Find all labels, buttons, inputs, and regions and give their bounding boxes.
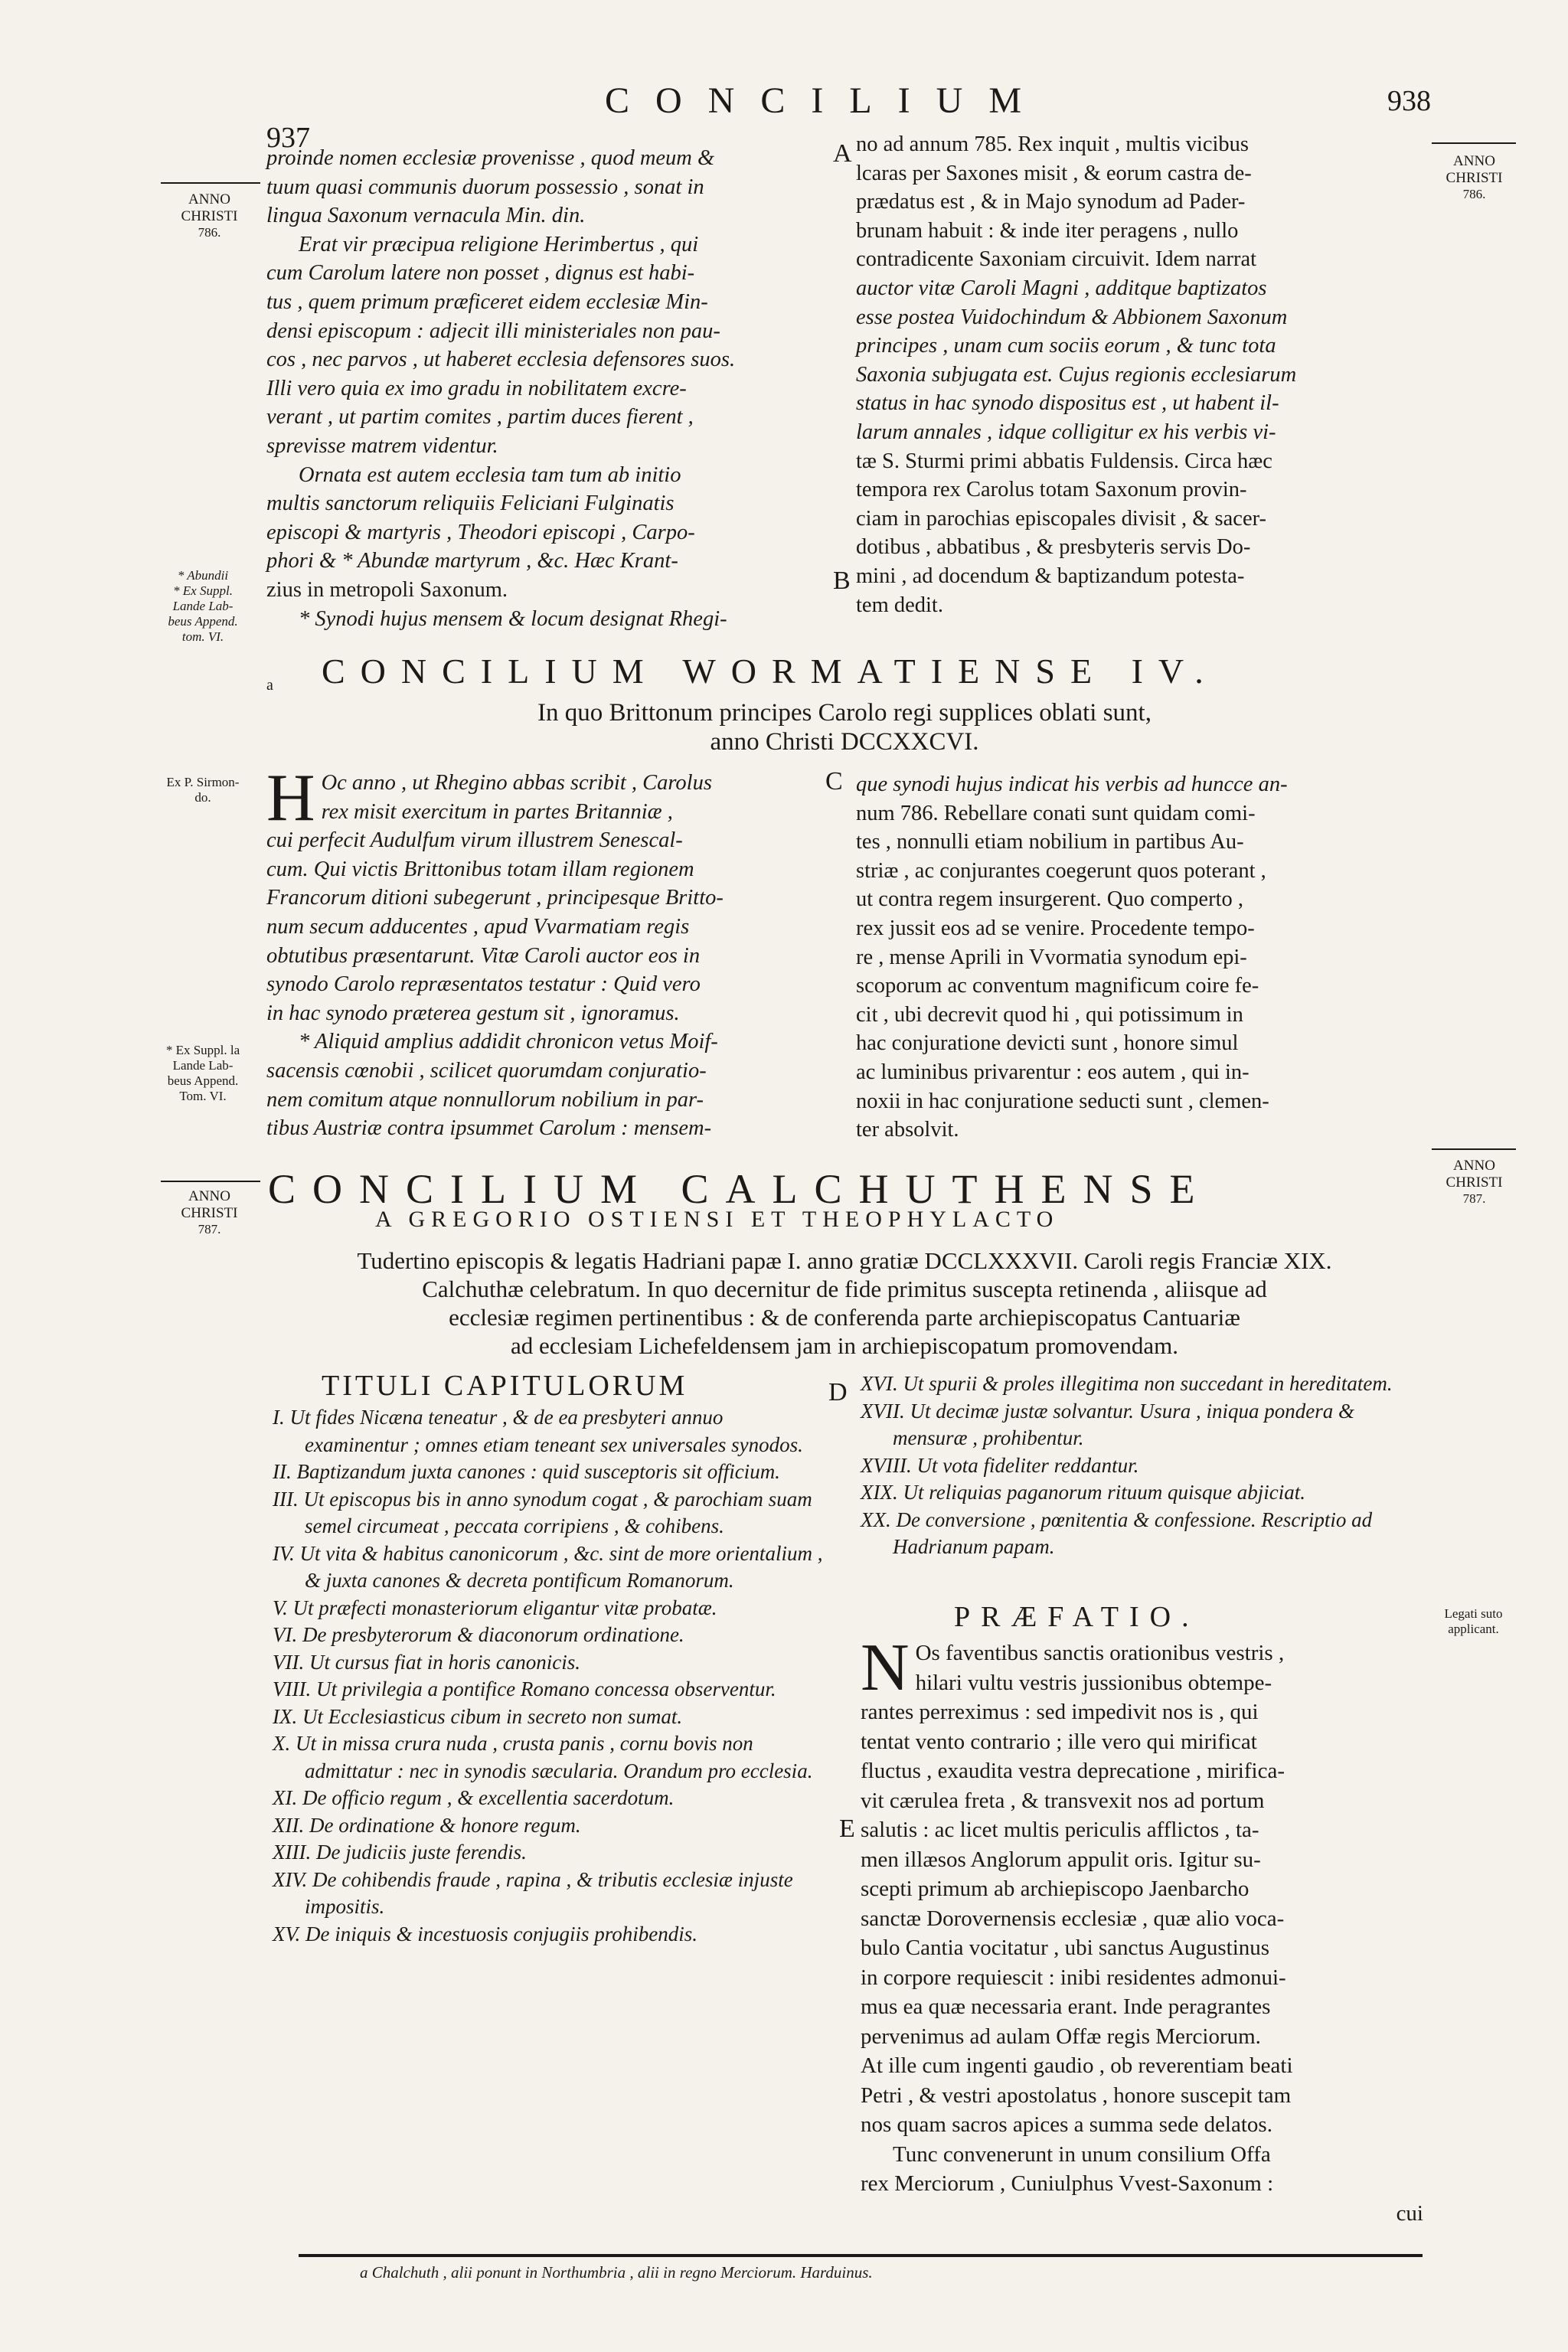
toc-item: I. Ut fides Nicæna teneatur , & de ea presbyteri annuo examinentur ; omnes etiam teneant sex universales synodos. [273,1406,803,1456]
section1-left-column: proinde nomen ecclesiæ provenisse , quod meum & tuum quasi communis duorum possessio , sonat in lingua Saxonum vernacula Min. din. Erat vir præcipua religione Herimbertus , qui cum Carolum latere non posset , dignus est habi- tus , quem primum præficeret eidem ecclesiæ Min- densi episcopum : adjecit illi ministeriales non pau- cos , nec parvos , ut haberet ecclesia defensores suos. Illi vero quia ex imo gradu in nobilitatem excre- verant , ut partim comites , partim duces fierent , sprevisse matrem videntur. Ornata est autem ecclesia tam tum ab initio multis sanctorum reliquiis Feliciani Fulginatis episcopi & martyris , Theodori episcopi , Carpo- phori & * Abundæ martyrum , &c. Hæc Krant- zius in metropoli Saxonum. * Synodi hujus mensem & locum designat Rhegi- [266,146,736,631]
toc-item: XIII. De judiciis juste ferendis. [273,1841,527,1864]
section-letter-e: E [839,1815,855,1843]
margin-rule [1432,142,1516,144]
toc-item: XIV. De cohibendis fraude , rapina , & tributis ecclesiæ injuste impositis. [273,1867,793,1918]
toc-item: X. Ut in missa crura nuda , crusta panis , cornu bovis non admittatur : nec in synodis sæcularia. Orandum pro ecclesia. [273,1732,813,1782]
running-header: CONCILIUM [605,80,1047,121]
toc-item: VI. De presbyterorum & diaconorum ordinatione. [273,1623,684,1646]
margin-year-right-1: ANNO CHRISTI 786. [1446,153,1503,201]
toc-right [861,1370,1423,1561]
toc-title: TITULI CAPITULORUM [322,1370,688,1402]
toc-item: XI. De officio regum , & excellentia sacerdotum. [273,1786,675,1809]
toc-item: III. Ut episcopus bis in anno synodum cogat , & parochiam suam semel circumeat , peccata corripiens , & cohibens. [273,1487,812,1537]
section3-title: CONCILIUM CALCHUTHENSE [268,1166,1212,1212]
toc-item: XV. De iniquis & incestuosis conjugiis prohibendis. [273,1922,697,1945]
margin-note-abundii: * Abundii * Ex Suppl. Lande Lab- beus Append. tom. VI. [168,568,238,644]
toc-item: XVI. Ut spurii & proles illegitima non succedant in hereditatem. [861,1372,1393,1395]
margin-note-suppl: * Ex Suppl. la Lande Lab- beus Append. Tom. VI. [165,1043,240,1103]
margin-year-right-2: ANNO CHRISTI 787. [1446,1158,1503,1206]
toc-left [273,1404,828,1948]
toc-item: IV. Ut vita & habitus canonicorum , &c. sint de more orientalium , & juxta canones & decreta pontificum Romanorum. [273,1541,823,1592]
toc-item: VIII. Ut privilegia a pontifice Romano concessa observentur. [273,1677,776,1700]
toc-item: XVII. Ut decimæ justæ solvantur. Usura , iniqua pondera & mensuræ , prohibentur. [861,1399,1354,1449]
section-letter-a: A [833,139,852,168]
section-letter-b: B [833,567,851,595]
section2-right-column: que synodi hujus indicat his verbis ad huncce an- num 786. Rebellare conati sunt quidam comi- tes , nonnulli etiam nobilium in partibus Au- striæ , ac conjurantes coegerunt quos poterant , ut contra regem insurgerent. Quo comperto , rex jussit eos ad se venire. Procedente tempo- re , mense Aprili in Vvormatia synodum epi- scoporum ac conventum magnificum coire fe- cit , ubi decrevit quod hi , qui potissimum in hac conjuratione devicti sunt , honore simul ac luminibus privarentur : eos autem , qui in- noxii in hac conjuratione seducti sunt , clemen- ter absolvit. [856,773,1288,1142]
margin-rule [161,182,260,184]
toc-item: II. Baptizandum juxta canones : quid susceptoris sit officium. [273,1460,780,1483]
margin-rule [1432,1148,1516,1150]
section2-left-column: H Oc anno , ut Rhegino abbas scribit , Carolus rex misit exercitum in partes Britanniæ , cui perfecit Audulfum virum illustrem Senescal- cum. Qui victis Brittonibus totam illam regionem Francorum ditioni subegerunt , principesque Britto- num secum adducentes , apud Vvarmatiam regis obtutibus præsentarunt. Vitæ Caroli auctor eos in synodo Carolo repræsentatos testatur : Quid vero in hac synodo præterea gestum sit , ignoramus. * Aliquid amplius addidit chronicon vetus Moif- sacensis cœnobii , scilicet quorumdam conjuratio- nem comitum atque nonnullorum nobilium in par- tibus Austriæ contra ipsummet Carolum : mensem- [266,761,724,1141]
toc-item: XII. De ordinatione & honore regum. [273,1813,581,1837]
toc-item: XX. De conversione , pœnitentia & confessione. Rescriptio ad Hadrianum papam. [861,1508,1373,1558]
margin-note-legati: Legati suto applicant. [1444,1606,1503,1636]
footnote: a Chalchuth , alii ponunt in Northumbria , alii in regno Merciorum. Harduinus. [360,2263,873,2282]
section3-subtitle: Tudertino episcopis & legatis Hadriani papæ I. anno gratiæ DCCLXXXVII. Caroli regis Franciæ XIX. Calchuthæ celebratum. In quo decernitur de fide primitus suscepta retinenda , aliisque ad ecclesiæ regimen pertinentibus : & de conferenda parte archiepiscopatus Cantuariæ ad ecclesiam Lichefeldensem jam in archiepiscopatum promovendam. [357,1247,1332,1359]
dropcap-n: N [861,1631,910,1705]
margin-year-left-1: ANNO CHRISTI 786. [181,191,238,240]
footnote-rule [299,2254,1423,2257]
section1-right-column: no ad annum 785. Rex inquit , multis vicibus lcaras per Saxones misit , & eorum castra de- prædatus est , & in Majo synodum ad Pader- brunam habuit : & inde iter peragens , nullo contradicente Saxoniam circuivit. Idem narrat auctor vitæ Caroli Magni , additque baptizatos esse postea Vuidochindum & Abbionem Saxonum principes , unam cum sociis eorum , & tunc tota Saxonia subjugata est. Cujus regionis ecclesiarum status in hac synodo dispositus est , ut habent il- larum annales , idque colligitur ex his verbis vi- tæ S. Sturmi primi abbatis Fuldensis. Circa hæc tempora rex Carolus totam Saxonum provin- ciam in parochias episcopales divisit , & sacer- dotibus , abbatibus , & presbyteris servis Do- mini , ad docendum & baptizandum potesta- tem dedit. [856,132,1297,617]
toc-item: XVIII. Ut vota fideliter reddantur. [861,1453,1139,1477]
margin-rule [161,1181,260,1182]
section2-title-note: a [266,677,273,694]
praefatio-title: PRÆFATIO. [954,1601,1200,1633]
section2-title: CONCILIUM WORMATIENSE IV. [322,652,1219,691]
toc-item: XIX. Ut reliquias paganorum rituum quisque abjiciat. [861,1481,1305,1504]
margin-year-left-2: ANNO CHRISTI 787. [181,1188,238,1236]
margin-note-sirmondo: Ex P. Sirmon- do. [166,775,240,805]
section3-subtitle-caps: A GREGORIO OSTIENSI ET THEOPHYLACTO [375,1207,1060,1232]
section-letter-d: D [828,1378,848,1406]
section2-subtitle: In quo Brittonum principes Carolo regi supplices oblati sunt, anno Christi DCCXXCVI. [537,699,1152,756]
section-letter-c: C [825,767,843,795]
toc-item: IX. Ut Ecclesiasticus cibum in secreto non sumat. [273,1704,683,1728]
toc-item: VII. Ut cursus fiat in horis canonicis. [273,1650,580,1674]
right-page-number: 938 [1387,85,1431,117]
dropcap-h: H [266,761,315,835]
left-page-number: 937 [266,122,310,154]
toc-item: V. Ut præfecti monasteriorum eligantur vitæ probatæ. [273,1596,717,1619]
praefatio-text: N Os faventibus sanctis orationibus vestris , hilari vultu vestris jussionibus obtempe- rantes perreximus : sed impedivit nos is , qui tentat vento contrario ; ille vero qui mirificat fluctus , exaudita vestra deprecatione , mirifica- vit cærulea freta , & transvexit nos ad portum salutis : ac licet multis periculis afflictos , ta- men illæsos Anglorum appulit oris. Igitur su- scepti primum ab archiepiscopo Jaenbarcho sanctæ Dorovernensis ecclesiæ , quæ alio voca- bulo Cantia vocitatur , ubi sanctus Augustinus in corpore requiescit : inibi residentes admonui- mus ea quæ necessaria erant. Inde peragrantes pervenimus ad aulam Offæ regis Merciorum. At ille cum ingenti gaudio , ob reverentiam beati Petri , & vestri apostolatus , honore suscepit tam nos quam sacros apices a summa sede delatos. Tunc convenerunt in unum consilium Offa rex Merciorum , Cuniulphus Vvest-Saxonum : cui [861,1631,1423,2226]
